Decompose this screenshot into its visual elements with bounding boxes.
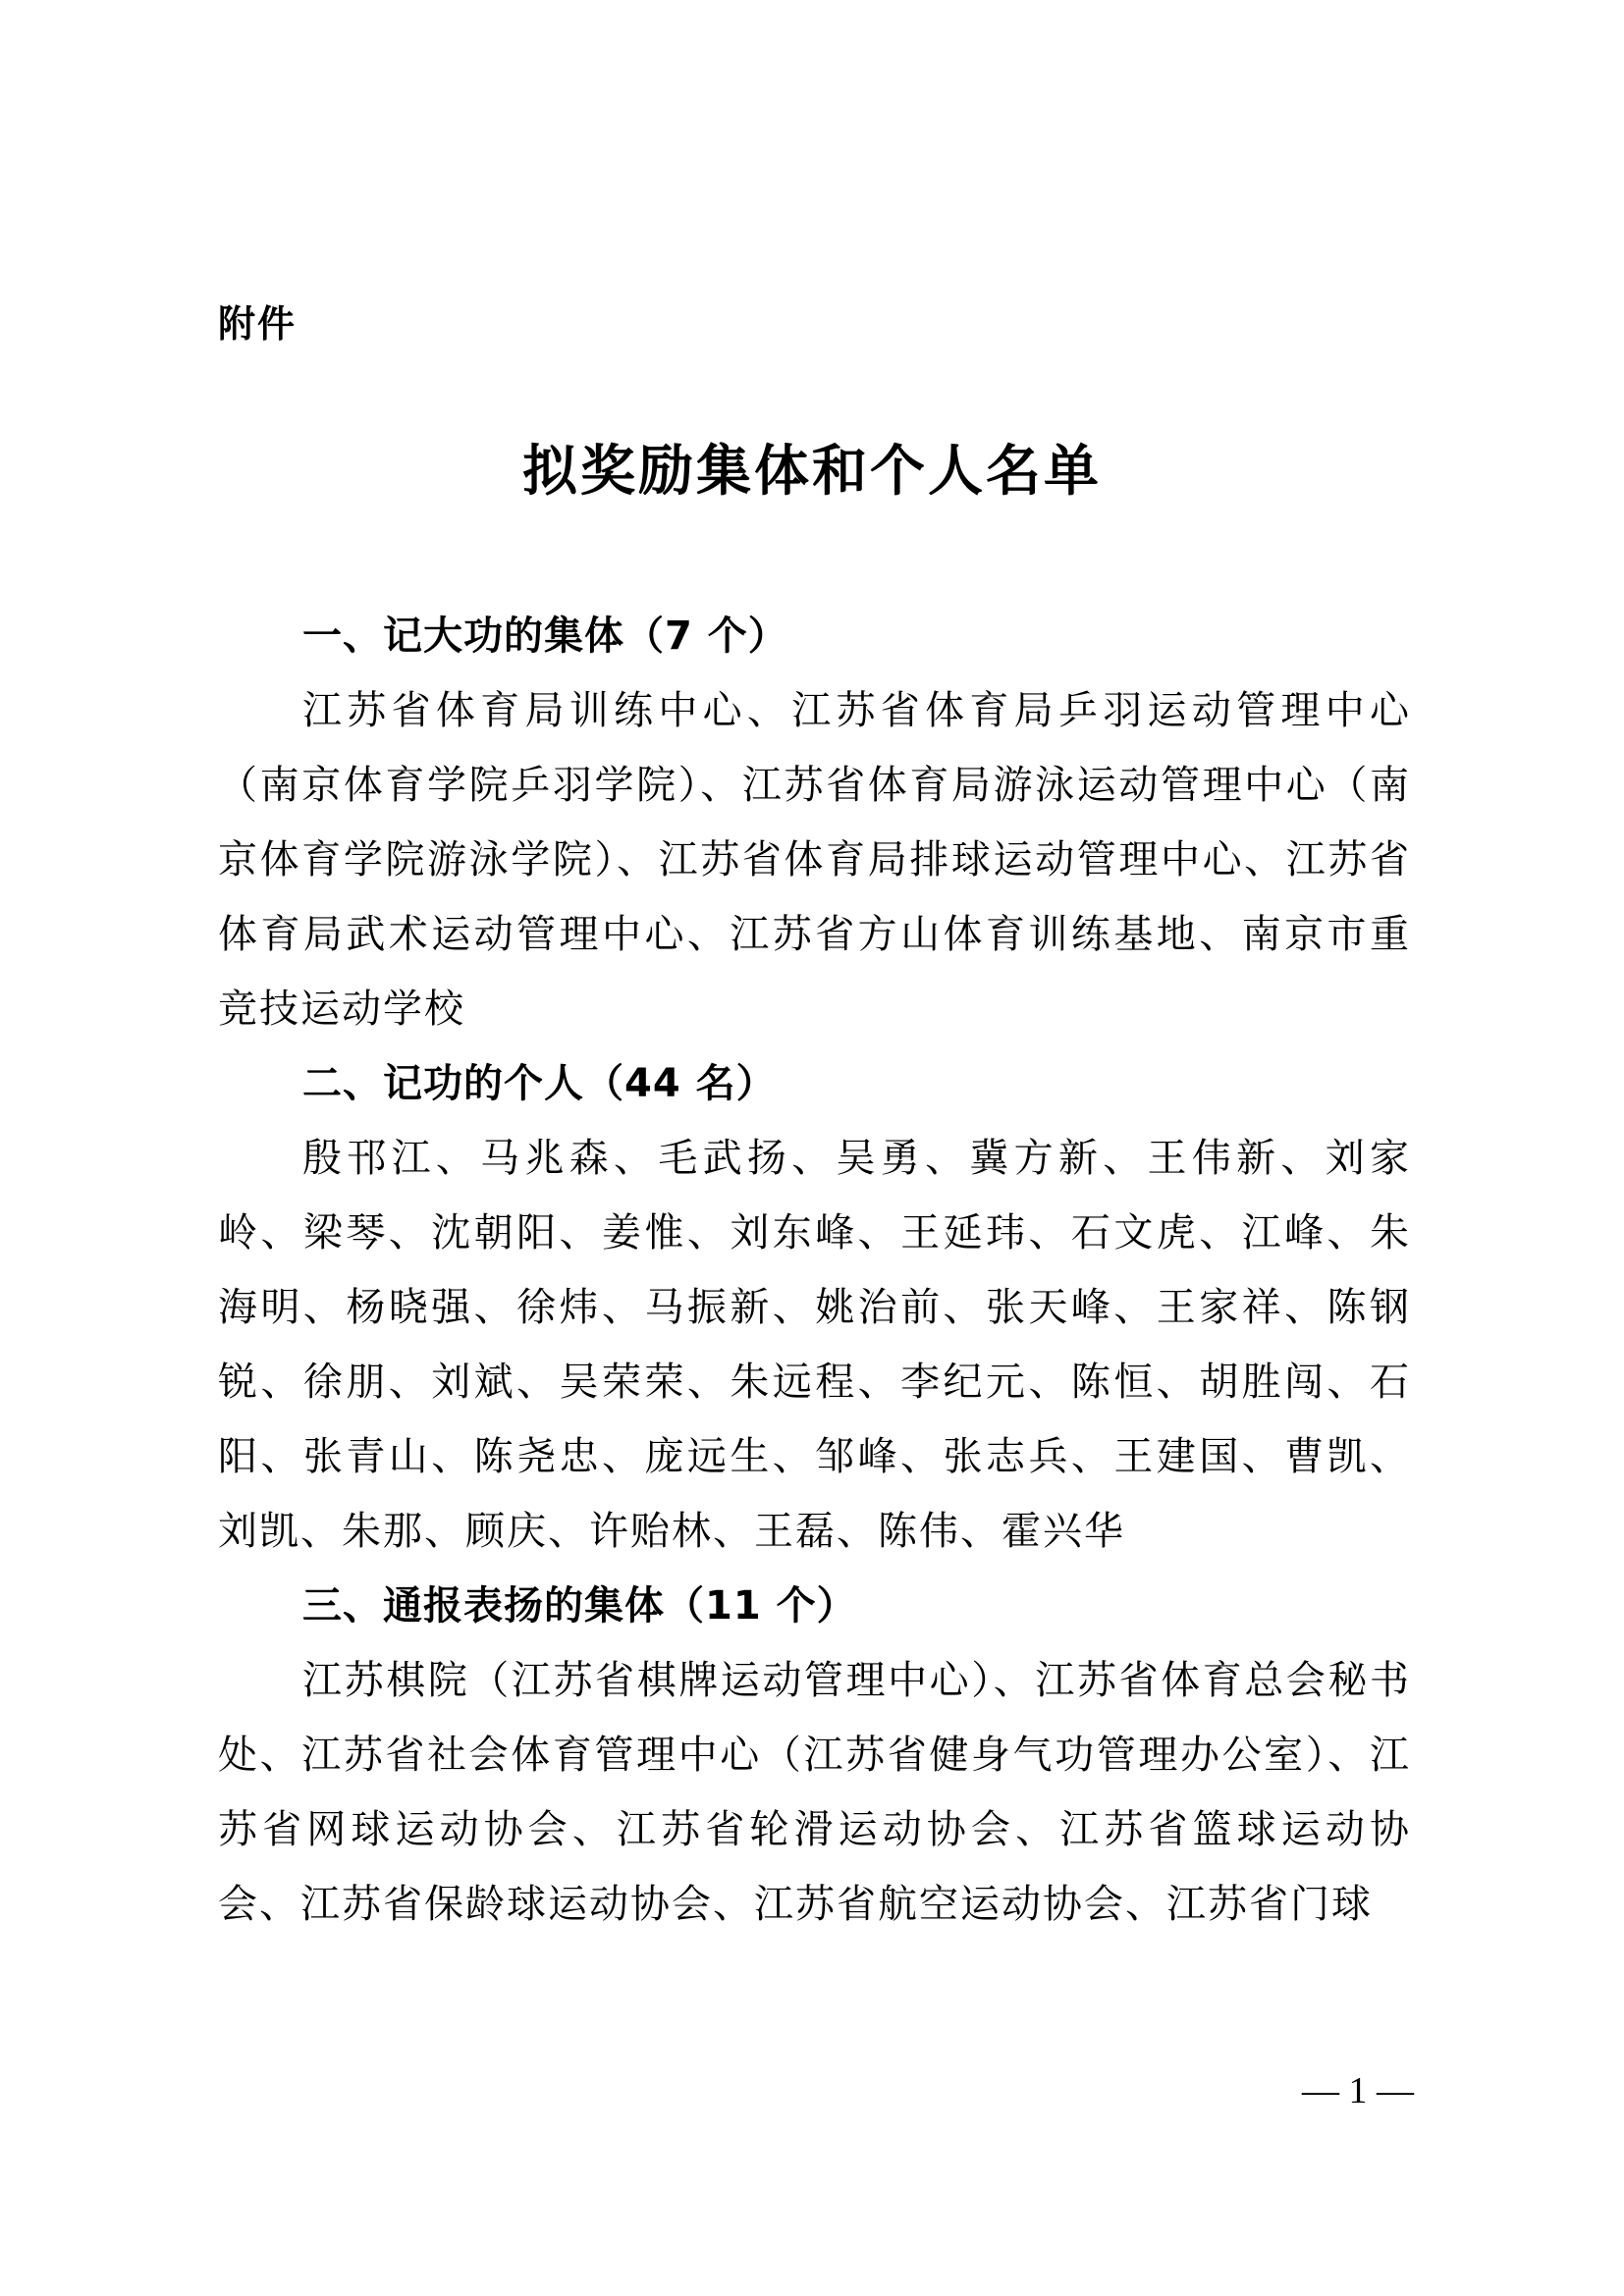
attachment-label: 附件 [218,302,298,346]
section-heading: 二、记功的个人（44 名） [302,1061,777,1106]
document-content [218,599,1411,1942]
section-collective-commendation [218,1569,1411,1942]
section-individual-merit [218,1046,1411,1569]
section-heading: 三、通报表扬的集体（11 个） [302,1583,857,1629]
page-number: — 1 — [1302,2070,1414,2111]
section-collective-major-merit [218,599,1411,1046]
section-heading: 一、记大功的集体（7 个） [302,614,788,659]
section-body: 江苏棋院（江苏省棋牌运动管理中心）、江苏省体育总会秘书处、江苏省社会体育管理中心（江苏省健身气功管理办公室）、江苏省网球运动协会、江苏省轮滑运动协会、江苏省篮球运动协会、江苏省保龄球运动协会、江苏省航空运动协会、江苏省门球 [218,1658,1411,1927]
section-body: 江苏省体育局训练中心、江苏省体育局乒羽运动管理中心（南京体育学院乒羽学院）、江苏省体育局游泳运动管理中心（南京体育学院游泳学院）、江苏省体育局排球运动管理中心、江苏省体育局武术运动管理中心、江苏省方山体育训练基地、南京市重竞技运动学校 [218,688,1411,1032]
section-body: 殷邗江、马兆森、毛武扬、吴勇、冀方新、王伟新、刘家岭、梁琴、沈朝阳、姜惟、刘东峰、王延玮、石文虎、江峰、朱海明、杨晓强、徐炜、马振新、姚治前、张天峰、王家祥、陈钢锐、徐朋、刘斌、吴荣荣、朱远程、李纪元、陈恒、胡胜闯、石阳、张青山、陈尧忠、庞远生、邹峰、张志兵、王建国、曹凯、刘凯、朱那、顾庆、许贻林、王磊、陈伟、霍兴华 [218,1136,1411,1554]
document-title: 拟奖励集体和个人名单 [522,439,1102,504]
